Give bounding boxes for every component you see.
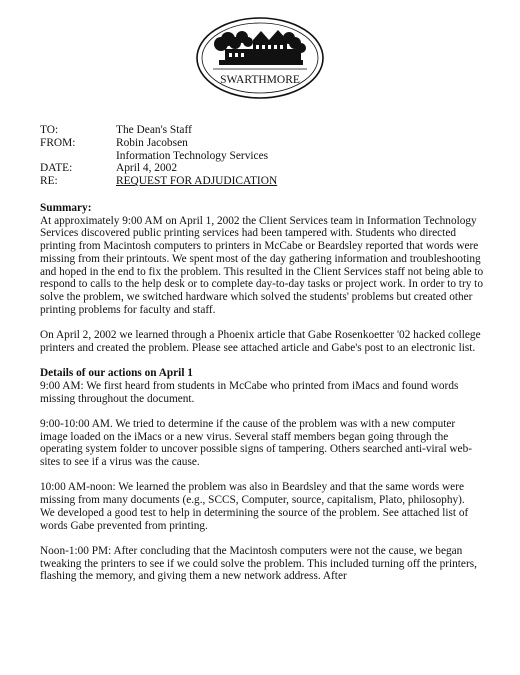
memo-body xyxy=(40,202,485,596)
memo-row-date xyxy=(40,162,376,175)
memo-row-from xyxy=(40,137,376,163)
memo-val-to: The Dean's Staff xyxy=(116,124,192,136)
summary-paragraph-2: On April 2, 2002 we learned through a Phoenix article that Gabe Rosenkoetter '02 hacked college printers and created the problem. Please see attached article and Gabe's post to an electronic list. xyxy=(40,329,481,354)
details-paragraph-1: 9:00 AM: We first heard from students in McCabe who printed from iMacs and found words missing throughout the document. xyxy=(40,379,459,405)
details-paragraph-2: 9:00-10:00 AM. We tried to determine if the cause of the problem was with a new computer image loaded on the iMacs or a new virus. Several staff members began going through the operating system folder to uncover possible signs of tampering. Others searched anti-viral web-sites to see if a virus was the cause. xyxy=(40,417,472,469)
memo-key-date: DATE: xyxy=(40,162,73,175)
memo-row-re xyxy=(40,175,376,188)
summary-heading: Summary: xyxy=(40,202,92,214)
details-paragraph-3: 10:00 AM-noon: We learned the problem was also in Beardsley and that the same words were missing from many documents (e.g., SCCS, Computer, source, capitalism, Plato, philosophy). xyxy=(40,481,465,507)
memo-key-to: TO: xyxy=(40,124,59,136)
seal-graphic xyxy=(195,16,325,100)
memo-from-name: Robin Jacobsen xyxy=(116,136,188,149)
logo-wordmark: SWARTHMORE xyxy=(220,74,300,86)
memo-val-date: April 4, 2002 xyxy=(116,162,178,175)
swarthmore-logo xyxy=(195,16,325,100)
memo-row-to xyxy=(40,124,376,137)
details-paragraph-4: Noon-1:00 PM: After concluding that the Macintosh computers were not the cause, we began tweaking the printers to see if we could solve the problem. This included turning off the printers, flashing the memory, and giving them a new network address. After xyxy=(40,544,477,583)
memo-from-dept: Information Technology Services xyxy=(116,149,269,162)
memo-val-re: REQUEST FOR ADJUDICATION xyxy=(116,175,278,188)
summary-paragraph-1: At approximately 9:00 AM on April 1, 2002 the Client Services team in Information Technology Services discovered public printing services had been tampered with. Students who directed printing from Macintosh computers to printers in McCabe or Beardsley reported that words were missing from their printouts. We spent most of the day gathering information and troubleshooting and hoped in the end to fix the problem. This resulted in the Client Services staff not being able to respond to calls to the help desk or to complete day-to-day tasks or project work. In order to try to solve the problem, we switched hardware which solved the students' problems but created other printing problems for faculty and staff. xyxy=(40,214,484,316)
memo-val-from xyxy=(116,137,376,163)
memo-key-from: FROM: xyxy=(40,136,76,149)
memo-key-re: RE: xyxy=(40,175,58,188)
memo-header xyxy=(40,124,376,188)
details-paragraph-3b: We developed a good test to help in determining the source of the problem. See attached list of words Gabe prevented from printing. xyxy=(40,506,469,532)
details-heading: Details of our actions on April 1 xyxy=(40,367,193,380)
